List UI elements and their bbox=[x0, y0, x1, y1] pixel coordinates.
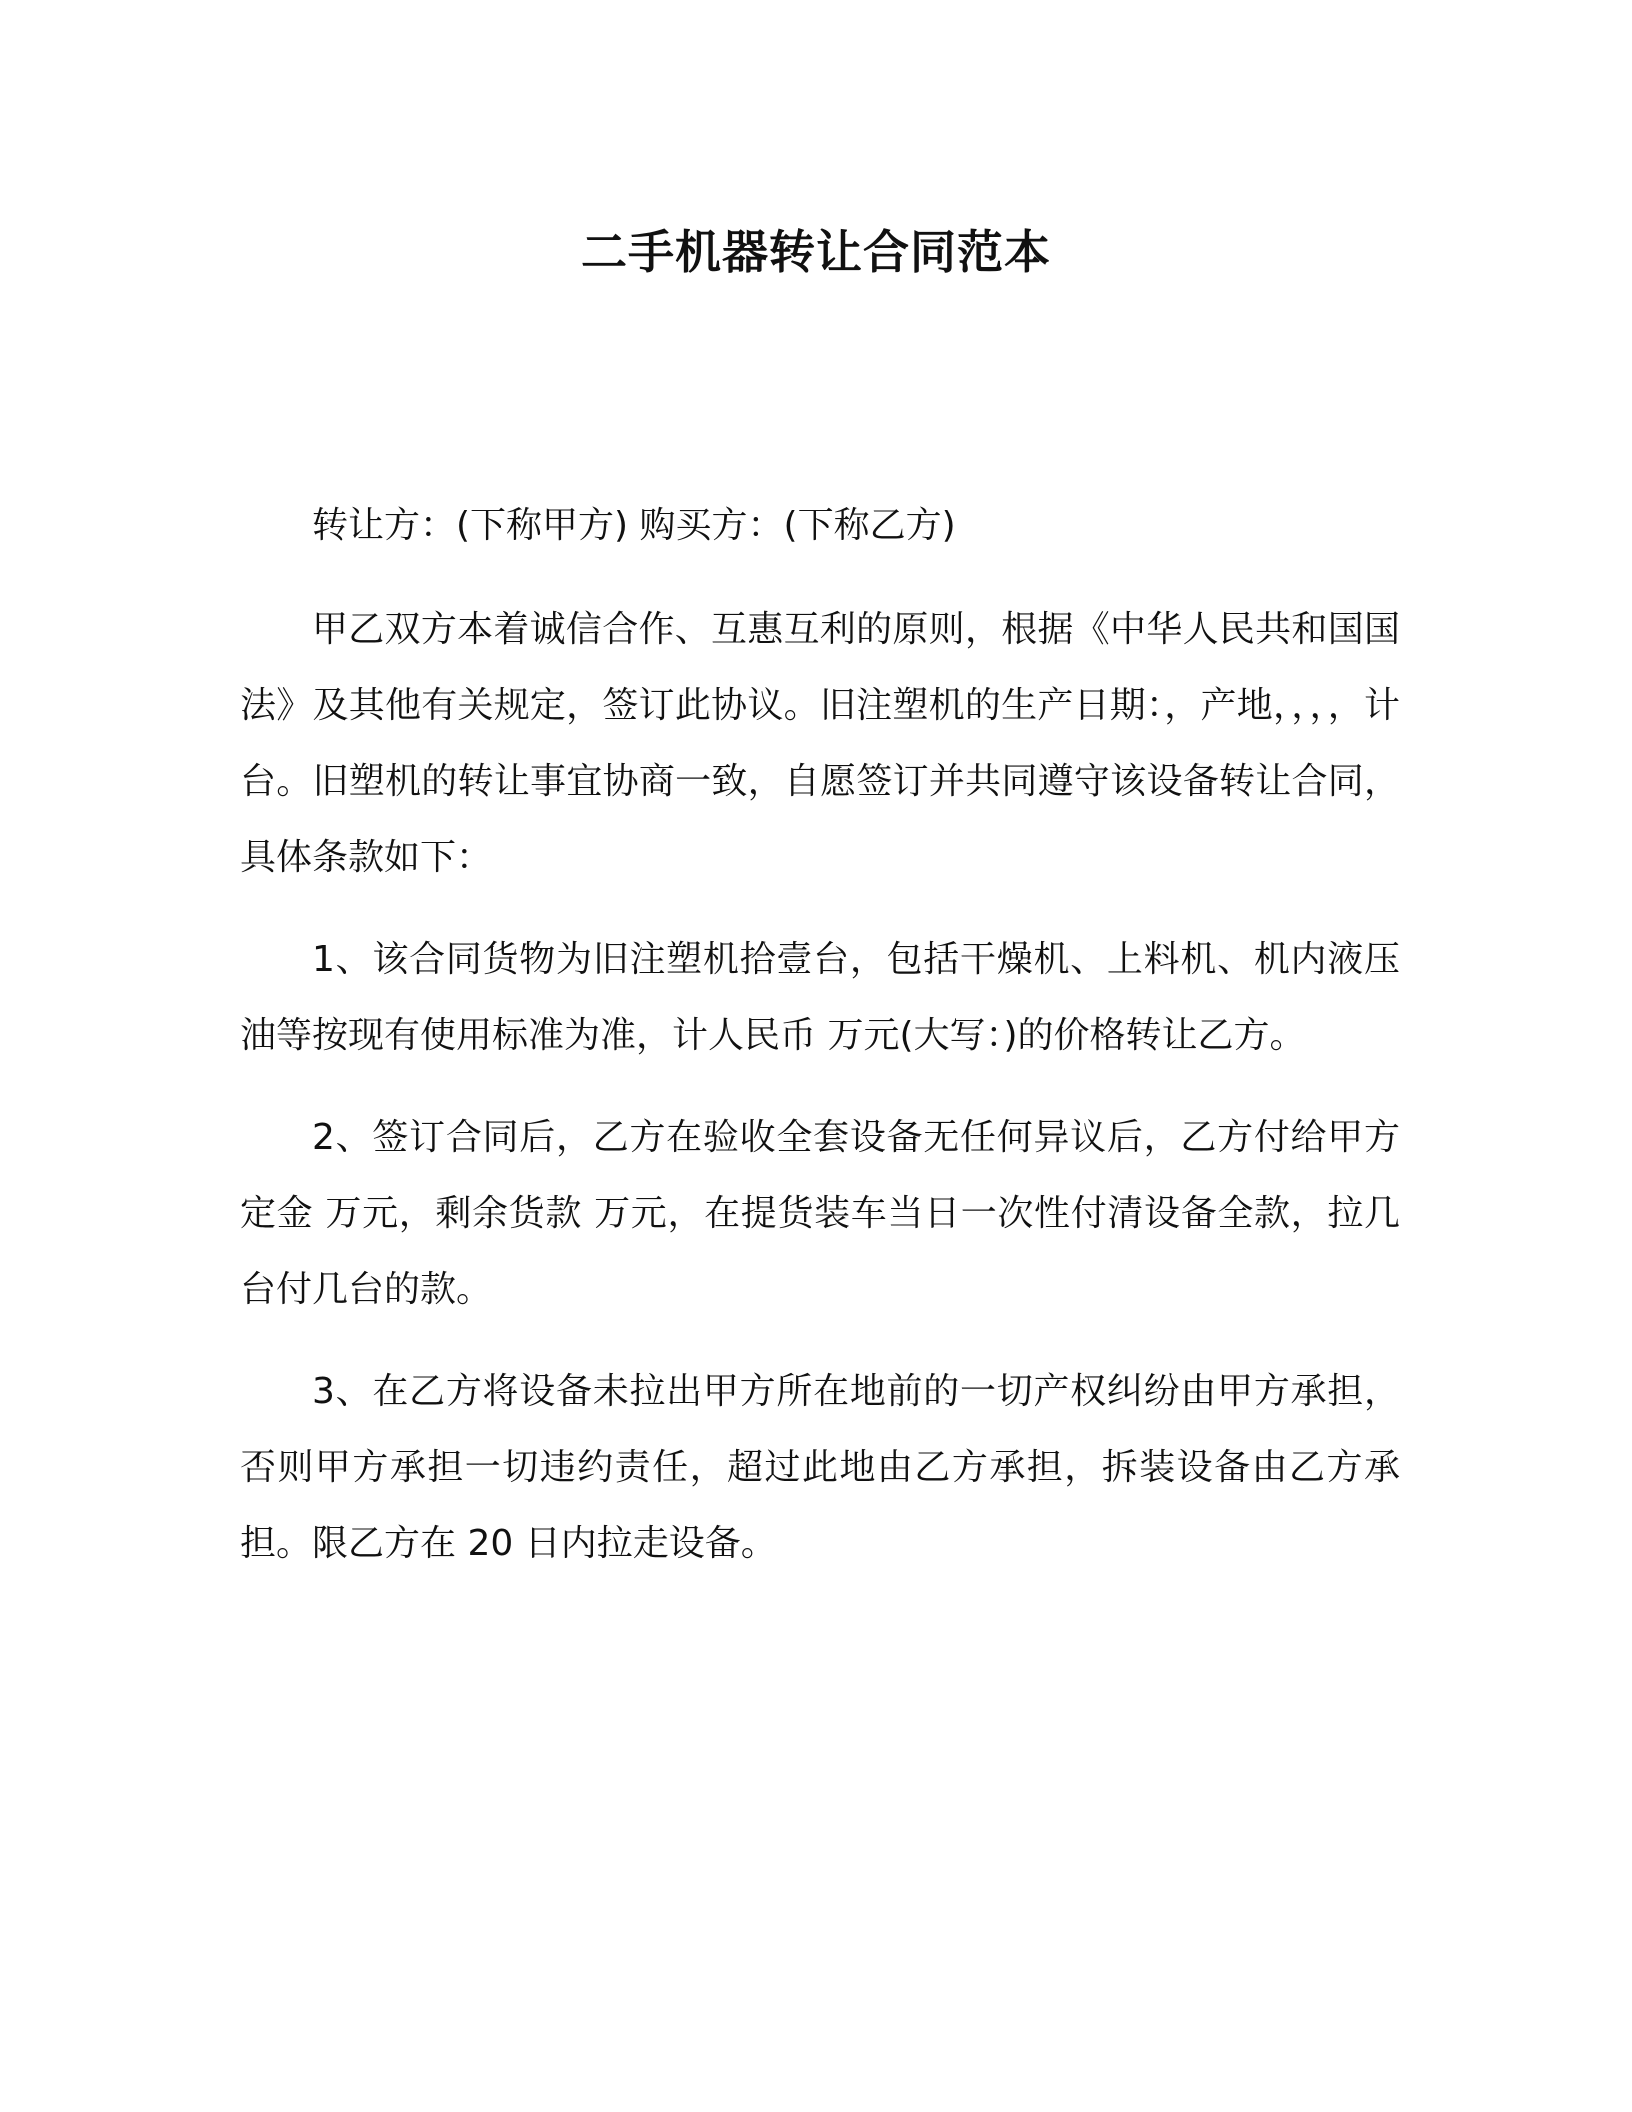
clause-1-paragraph: 1、该合同货物为旧注塑机拾壹台，包括干燥机、上料机、机内液压油等按现有使用标准为准，计人民币 万元(大写：)的价格转让乙方。 bbox=[240, 939, 1400, 1056]
preamble-paragraph: 甲乙双方本着诚信合作、互惠互利的原则，根据《中华人民共和国国法》及其他有关规定，签订此协议。旧注塑机的生产日期：，产地，，，，计 台。旧塑机的转让事宜协商一致，自愿签订并共同遵守该设备转让合同，具体条款如下： bbox=[240, 609, 1400, 878]
document-title: 二手机器转让合同范本 bbox=[581, 225, 1051, 279]
clause-2-paragraph: 2、签订合同后，乙方在验收全套设备无任何异议后，乙方付给甲方定金 万元，剩余货款 万元，在提货装车当日一次性付清设备全款，拉几台付几台的款。 bbox=[240, 1117, 1400, 1310]
parties-paragraph: 转让方：(下称甲方) 购买方：(下称乙方) bbox=[312, 505, 956, 546]
clause-3-paragraph: 3、在乙方将设备未拉出甲方所在地前的一切产权纠纷由甲方承担，否则甲方承担一切违约责任，超过此地由乙方承担，拆装设备由乙方承担。限乙方在 20 日内拉走设备。 bbox=[240, 1371, 1400, 1564]
document-body bbox=[240, 488, 1400, 1608]
